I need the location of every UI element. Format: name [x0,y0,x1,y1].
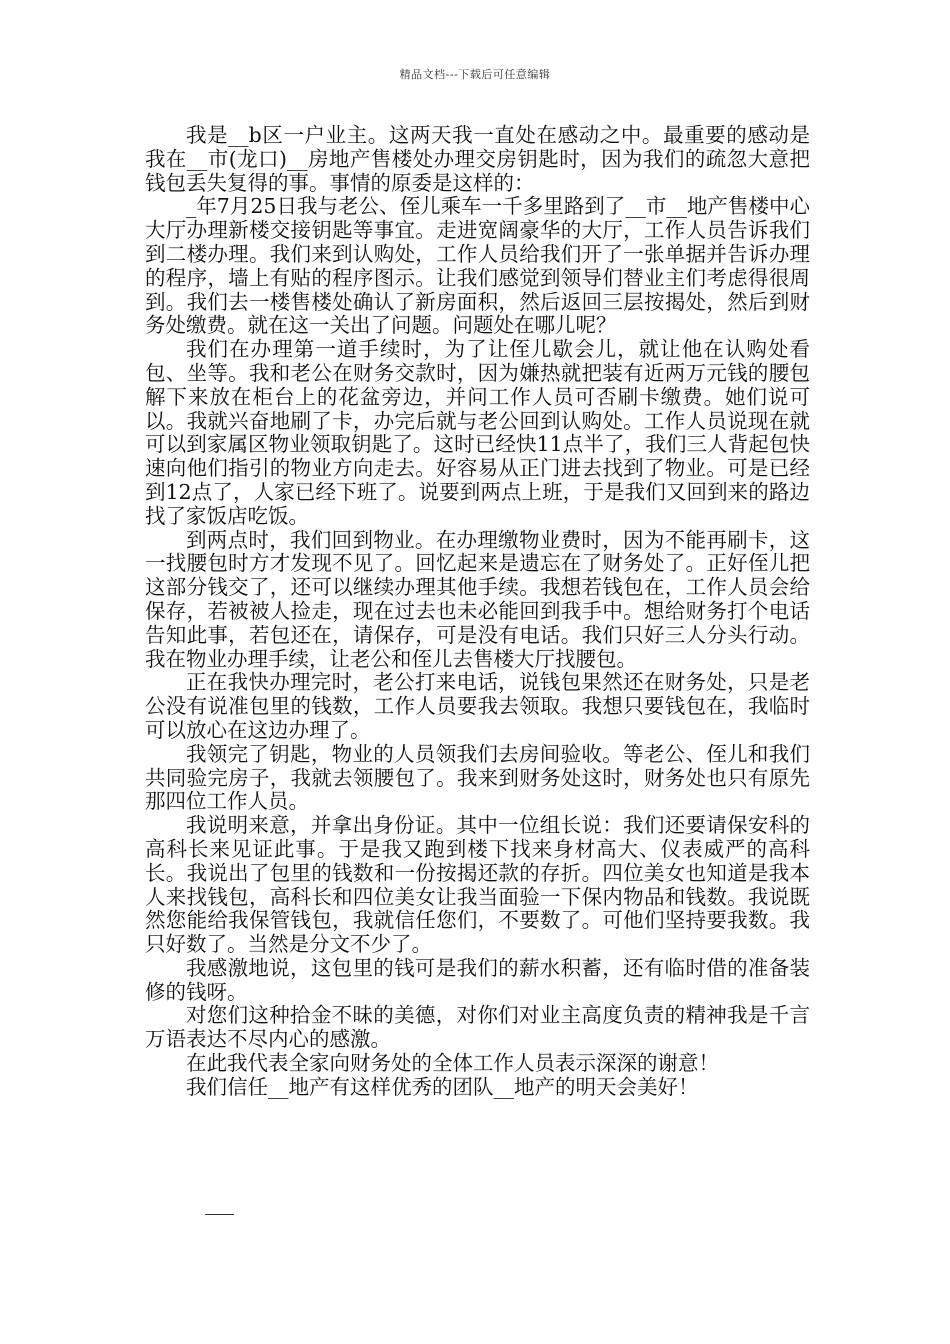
paragraph-verification: 我说明来意，并拿出身份证。其中一位组长说：我们还要请保安科的高科长来见证此事。于是我又跑到楼下找来身材高大、仪表威严的高科长。我说出了包里的钱数和一份按揭还款的存折。四位美女也知道是我本人来找钱包，高科长和四位美女让我当面验一下保内物品和钱数。我说既然您能给我保管钱包，我就信任您们，不要数了。可他们坚持要我数。我只好数了。当然是分文不少了。 [145,813,810,957]
paragraph-two-oclock: 到两点时，我们回到物业。在办理缴物业费时，因为不能再刷卡，这一找腰包时方才发现不见了。回忆起来是遗忘在了财务处了。正好侄儿把这部分钱交了，还可以继续办理其他手续。我想若钱包在，工作人员会给保存，若被被人捡走，现在过去也未必能回到我手中。想给财务打个电话告知此事，若包还在，请保存，可是没有电话。我们只好三人分头行动。我在物业办理手续，让老公和侄儿去售楼大厅找腰包。 [145,527,810,671]
paragraph-gratitude: 我感激地说，这包里的钱可是我们的薪水积蓄，还有临时借的准备装修的钱呀。 [145,955,810,1004]
paragraph-praise: 对您们这种拾金不昧的美德，对你们对业主高度负责的精神我是千言万语表达不尽内心的感激。 [145,1003,810,1052]
page-header: 精品文档---下载后可任意编辑 [399,68,551,81]
paragraph-closing: 我们信任__地产有这样优秀的团队__地产的明天会美好！ [186,1074,699,1099]
paragraph-intro: 我是__b区一户业主。这两天我一直处在感动之中。最重要的感动是我在__市(龙口)__房地产售楼处办理交房钥匙时，因为我们的疏忽大意把钱包丢失复得的事。事情的原委是这样的： [145,123,810,195]
paragraph-first-procedure: 我们在办理第一道手续时，为了让侄儿歇会儿，就让他在认购处看包、坐等。我和老公在财务交款时，因为嫌热就把装有近两万元钱的腰包解下来放在柜台上的花盆旁边，并问工作人员可否刷卡缴费。她们说可以。我就兴奋地刷了卡，办完后就与老公回到认购处。工作人员说现在就可以到家属区物业领取钥匙了。这时已经快11点半了，我们三人背起包快速向他们指引的物业方向走去。好容易从正门进去找到了物业。可是已经到12点了，人家已经下班了。说要到两点上班，于是我们又回到来的路边找了家饭店吃饭。 [145,337,810,528]
paragraph-keys-received: 我领完了钥匙，物业的人员领我们去房间验收。等老公、侄儿和我们共同验完房子，我就去领腰包了。我来到财务处这时，财务处也只有原先那四位工作人员。 [145,741,810,814]
letter-body [145,124,810,1100]
end-divider [205,1214,234,1215]
paragraph-thanks: 在此我代表全家向财务处的全体工作人员表示深深的谢意！ [186,1051,719,1076]
paragraph-phone-call: 正在我快办理完时，老公打来电话，说钱包果然还在财务处，只是老公没有说准包里的钱数，工作人员要我去领取。我想只要钱包在，我临时可以放心在这边办理了。 [145,670,810,742]
paragraph-arrival: _年7月25日我与老公、侄儿乘车一千多里路到了__市__地产售楼中心大厅办理新楼交接钥匙等事宜。走进宽阔豪华的大厅，工作人员告诉我们到二楼办理。我们来到认购处，工作人员给我们开了一张单据并告诉办理的程序，墙上有贴的程序图示。让我们感觉到领导们替业主们考虑得很周到。我们去一楼售楼处确认了新房面积，然后返回三层按揭处，然后到财务处缴费。就在这一关出了问题。问题处在哪儿呢？ [145,194,810,338]
